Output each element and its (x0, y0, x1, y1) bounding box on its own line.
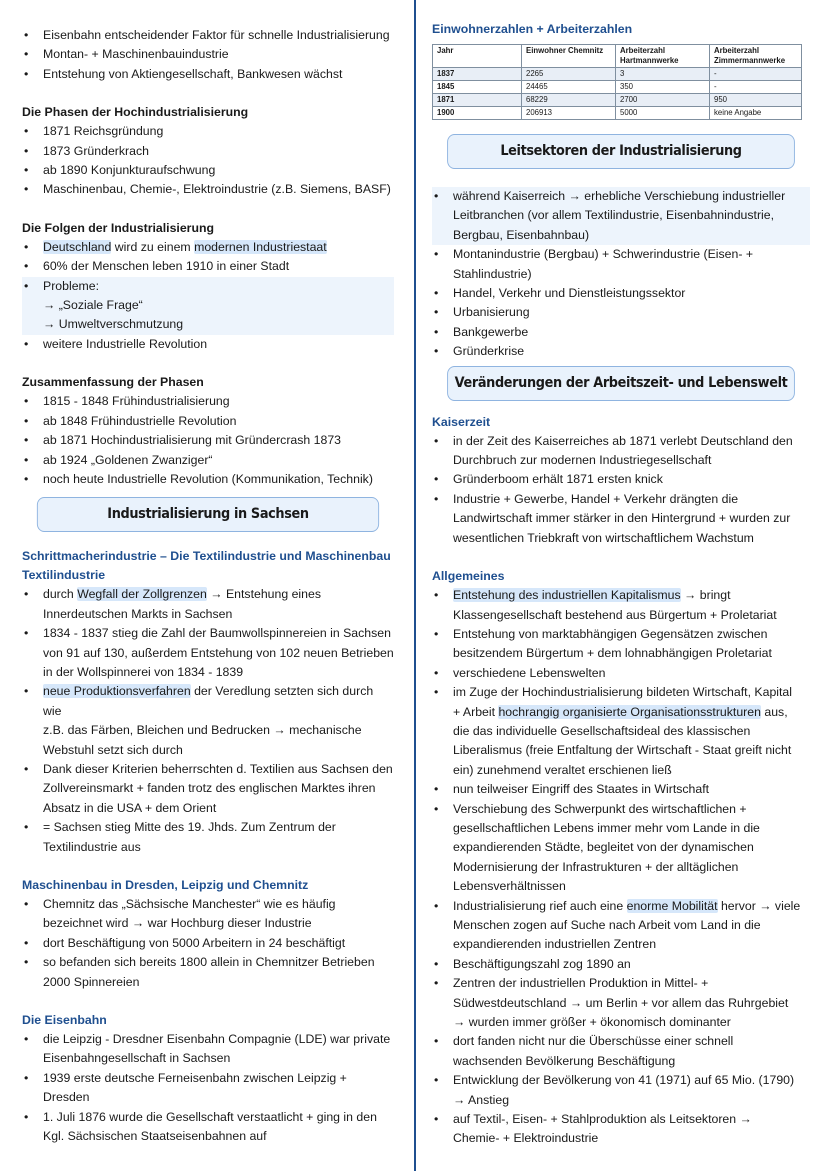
list-item (432, 1032, 810, 1071)
section-heading-textil: Textilindustrie (22, 568, 106, 583)
table-cell: 1845 (433, 81, 522, 94)
section-heading-kaiserzeit: Kaiserzeit (432, 414, 491, 429)
text-line: → Anstieg (453, 1092, 510, 1107)
text-line: bezeichnet wird → war Hochburg dieser Industrie (43, 916, 312, 931)
table-cell: 950 (710, 94, 802, 107)
table-cell: - (710, 68, 802, 81)
list-item: • Bankgewerbe (432, 323, 810, 342)
list-item (22, 277, 394, 335)
table-title: Einwohnerzahlen + Arbeiterzahlen (432, 22, 633, 36)
text-span: wird zu einem (111, 239, 195, 254)
text-line: gesellschaftlichen Lebens immer mehr vom Lande in die (453, 820, 760, 835)
highlight: Wegfall der Zollgrenzen (77, 587, 207, 602)
text-line: → „Soziale Frage“ (43, 298, 143, 313)
list-item (22, 682, 394, 760)
text-line: • Montanindustrie (Bergbau) + Schwerindustrie (Eisen- + (453, 247, 754, 262)
table-cell: 2265 (522, 68, 616, 81)
list-item: • weitere Industrielle Revolution (22, 335, 394, 354)
table-cell: keine Angabe (710, 107, 802, 120)
highlight: Deutschland (43, 239, 112, 254)
list-item (432, 974, 810, 1032)
section-heading-eisenbahn: Die Eisenbahn (22, 1013, 107, 1028)
section-box-veraenderungen: Veränderungen der Arbeitszeit- und Lebenswelt (447, 366, 795, 401)
list-item: • dort Beschäftigung von 5000 Arbeitern in 24 beschäftigt (22, 934, 394, 953)
list-item: • 1871 Reichsgründung (22, 122, 394, 141)
text-line: Leitbranchen (vor allem Textilindustrie, Eisenbahnindustrie, (453, 208, 775, 223)
list-item (432, 1110, 810, 1149)
text-line: Lebensverhältnissen (453, 879, 566, 894)
list-item (22, 818, 394, 857)
zusammenfassung-list (22, 392, 394, 489)
text-line: • so befanden sich bereits 1800 allein in Chemnitzer Betrieben (43, 955, 375, 970)
list-item (22, 585, 394, 624)
text-line: wachsenden Bevölkerung Beschäftigung (453, 1053, 676, 1068)
list-item: • Maschinenbau, Chemie-, Elektroindustrie (z.B. Siemens, BASF) (22, 180, 394, 199)
text-line: → wurden immer größer + ökonomisch dominanter (453, 1015, 731, 1030)
text-line: Durchbruch zur modernen Industriegesellschaft (453, 453, 712, 468)
list-item: • Entstehung von Aktiengesellschaft, Bankwesen wächst (22, 65, 394, 84)
maschinenbau-list (22, 895, 394, 992)
section-heading-zusammenfassung: Zusammenfassung der Phasen (22, 375, 204, 390)
right-column (432, 0, 810, 1149)
intro-list (22, 26, 394, 84)
section-box-leitsektoren: Leitsektoren der Industrialisierung (447, 134, 795, 169)
table-header: Jahr (433, 45, 522, 68)
list-item: • nun teilweiser Eingriff des Staates in Wirtschaft (432, 780, 810, 799)
table-header-row (433, 45, 802, 68)
list-item (22, 1069, 394, 1108)
list-item: • Handel, Verkehr und Dienstleistungssektor (432, 284, 810, 303)
list-item: • ab 1871 Hochindustrialisierung mit Gründercrash 1873 (22, 431, 394, 450)
text-span: → bringt (680, 588, 731, 603)
list-item (22, 895, 394, 934)
table-cell: 2700 (616, 94, 710, 107)
text-line: Bergbau, Eisenbahnbau) (453, 227, 590, 242)
text-line: von 91 auf 130, außerdem Entstehung von 102 neuen Betrieben (43, 645, 394, 660)
text-line: • Entwicklung der Bevölkerung von 41 (1971) auf 65 Mio. (1790) (453, 1073, 795, 1088)
highlight: modernen Industriestaat (194, 239, 327, 254)
list-item (432, 245, 810, 284)
kaiserzeit-list (432, 432, 810, 548)
list-item (22, 1030, 394, 1069)
text-line: z.B. das Färben, Bleichen und Bedrucken → mechanische (43, 723, 362, 738)
text-line: • Probleme: (43, 278, 100, 293)
list-item (432, 1071, 810, 1110)
text-span: durch (43, 587, 78, 602)
text-line: • in der Zeit des Kaiserreiches ab 1871 verlebt Deutschland den (453, 433, 793, 448)
list-item: • ab 1848 Frühindustrielle Revolution (22, 412, 394, 431)
list-item: • 1815 - 1848 Frühindustrialisierung (22, 392, 394, 411)
table-cell: 350 (616, 81, 710, 94)
list-item: • ab 1924 „Goldenen Zwanziger“ (22, 451, 394, 470)
text-line: • Industrie + Gewerbe, Handel + Verkehr drängten die (453, 491, 739, 506)
section-heading-maschinenbau: Maschinenbau in Dresden, Leipzig und Chemnitz (22, 878, 309, 892)
text-line: • Dank dieser Kriterien beherrschten d. Textilien aus Sachsen den (43, 761, 393, 776)
list-item: • 1873 Gründerkrach (22, 142, 394, 161)
list-item: • Gründerboom erhält 1871 ersten knick (432, 470, 810, 489)
table-cell: 68229 (522, 94, 616, 107)
section-heading-folgen: Die Folgen der Industrialisierung (22, 220, 214, 235)
list-item (22, 953, 394, 992)
text-span: + Arbeit (453, 704, 499, 719)
text-line: • 1834 - 1837 stieg die Zahl der Baumwollspinnereien in Sachsen (43, 626, 391, 641)
eisenbahn-list (22, 1030, 394, 1146)
list-item: • Gründerkrise (432, 342, 810, 361)
table-cell: 24465 (522, 81, 616, 94)
text-span: Industrialisierung rief auch eine (453, 898, 627, 913)
table-row (433, 81, 802, 94)
text-line: • 1939 erste deutsche Ferneisenbahn zwischen Leipzig + (43, 1070, 347, 1085)
text-line: • Entstehung von marktabhängigen Gegensätzen zwischen (453, 626, 768, 641)
list-item (22, 238, 394, 257)
text-line: • die Leipzig - Dresdner Eisenbahn Compagnie (LDE) war private (43, 1032, 391, 1047)
phasen-list (22, 122, 394, 200)
list-item: • Eisenbahn entscheidender Faktor für schnelle Industrialisierung (22, 26, 394, 45)
text-line: Webstuhl setzt sich durch (43, 742, 183, 757)
text-line: Klassengesellschaft bestehend aus Bürgertum + Proletariat (453, 607, 777, 622)
list-item (432, 432, 810, 471)
table-header: Arbeiterzahl Zimmermannwerke (710, 45, 802, 68)
text-line: die das individuelle Gesellschaftsideal des klassischen (453, 723, 751, 738)
text-line: • Chemnitz das „Sächsische Manchester“ wie es häufig (43, 897, 336, 911)
left-column (22, 0, 394, 1146)
text-line: Innerdeutschen Markts in Sachsen (43, 606, 233, 621)
highlight: neue Produktionsverfahren (43, 684, 191, 699)
table-cell: 1900 (433, 107, 522, 120)
list-item: • noch heute Industrielle Revolution (Kommunikation, Technik) (22, 470, 394, 489)
highlight: Entstehung des industriellen Kapitalismus (453, 588, 681, 603)
allgemeines-list (432, 586, 810, 1149)
list-item: • Urbanisierung (432, 303, 810, 322)
text-line: • = Sachsen stieg Mitte des 19. Jhds. Zum Zentrum der (43, 820, 336, 835)
text-span: aus, (760, 704, 788, 719)
text-line: Chemie- + Elektroindustrie (453, 1131, 599, 1146)
list-item (432, 187, 810, 245)
list-item (432, 800, 810, 897)
text-line: Stahlindustrie) (453, 266, 532, 281)
text-line: wesentlichen Triebkraft von wirtschaftlichem Wachstum (453, 530, 754, 545)
text-span: der Veredlung setzten sich durch wie (43, 684, 374, 718)
list-item: • ab 1890 Konjunkturaufschwung (22, 161, 394, 180)
text-line: Menschen zogen auf Suche nach Arbeit vom Land in die (453, 918, 761, 932)
textil-list (22, 585, 394, 857)
text-line: Liberalismus (freie Entfaltung der Wirtschaft - Staat greift nicht (453, 743, 792, 758)
list-item (432, 586, 810, 625)
list-item (22, 1108, 394, 1147)
text-line: Landwirtschaft immer stärker in den Hintergrund + wurden zur (453, 511, 791, 526)
text-line: expandierenden industriellen Zentren (453, 937, 657, 952)
text-line: • im Zuge der Hochindustrialisierung bildeten Wirtschaft, Kapital (453, 685, 793, 700)
table-cell: 206913 (522, 107, 616, 120)
text-line: • Verschiebung des Schwerpunkt des wirtschaftlichen + (453, 801, 747, 816)
text-line: • auf Textil-, Eisen- + Stahlproduktion als Leitsektoren → (453, 1112, 752, 1127)
text-line: besitzendem Bürgertum + dem lohnabhängigen Proletariat (453, 646, 772, 661)
table-cell: 1837 (433, 68, 522, 81)
table-row (433, 94, 802, 107)
list-item (432, 683, 810, 780)
text-line: → Umweltverschmutzung (43, 317, 184, 332)
section-heading-schrittmacher: Schrittmacherindustrie – Die Textilindustrie und Maschinenbau (22, 549, 391, 564)
list-item (22, 624, 394, 682)
list-item (432, 625, 810, 664)
list-item (432, 490, 810, 548)
section-heading-phasen: Die Phasen der Hochindustrialisierung (22, 105, 249, 120)
text-line: Kgl. Sächsischen Staatseisenbahnen auf (43, 1129, 267, 1144)
text-line: • dort fanden nicht nur die Überschüsse einer schnell (453, 1034, 734, 1049)
list-item: • Beschäftigungszahl zog 1890 an (432, 955, 810, 974)
table-row (433, 68, 802, 81)
section-heading-allgemeines: Allgemeines (432, 569, 505, 584)
table-cell: 3 (616, 68, 710, 81)
list-item: • verschiedene Lebenswelten (432, 664, 810, 683)
leitsektoren-list (432, 187, 810, 362)
table-header: Arbeiterzahl Hartmannwerke (616, 45, 710, 68)
text-line: Absatz in die USA + dem Orient (43, 800, 217, 815)
text-line: in der Wollspinnerei von 1834 - 1839 (43, 664, 244, 679)
text-line: ein) zunehmend veraltet erschienen ließ (453, 762, 672, 777)
text-line: Textilindustrie aus (43, 839, 141, 854)
list-item (432, 897, 810, 955)
text-line: Südwestdeutschland → um Berlin + vor allem das Ruhrgebiet (453, 995, 789, 1010)
text-line: • 1. Juli 1876 wurde die Gesellschaft verstaatlicht + ging in den (43, 1109, 377, 1124)
list-item: • Montan- + Maschinenbauindustrie (22, 45, 394, 64)
text-line: Modernisierung der Infrastrukturen + der alltäglichen (453, 859, 739, 874)
text-line: • während Kaiserreich → erhebliche Verschiebung industrieller (453, 189, 786, 203)
table-row (433, 107, 802, 120)
text-line: • Zentren der industriellen Produktion in Mittel- + (453, 976, 709, 991)
text-span: → Entstehung eines (206, 587, 321, 602)
text-span: hervor → viele (717, 898, 801, 913)
highlight: hochrangig organisierte Organisationsstrukturen (498, 704, 761, 719)
highlight: enorme Mobilität (626, 898, 718, 913)
table-cell: 1871 (433, 94, 522, 107)
folgen-list (22, 238, 394, 354)
list-item (22, 760, 394, 818)
table-cell: - (710, 81, 802, 94)
column-divider (414, 0, 416, 1171)
list-item: • 60% der Menschen leben 1910 in einer Stadt (22, 257, 394, 276)
table-cell: 5000 (616, 107, 710, 120)
table-header: Einwohner Chemnitz (522, 45, 616, 68)
text-line: expandierenden Städte, begleitet von der dynamischen (453, 840, 754, 855)
text-line: Eisenbahngesellschaft in Sachsen (43, 1051, 231, 1066)
population-table (432, 44, 802, 120)
text-line: Zollvereinsmarkt + fanden trotz des englischen Marktes ihren (43, 781, 376, 796)
text-line: Dresden (43, 1090, 90, 1105)
section-box-sachsen: Industrialisierung in Sachsen (37, 497, 379, 532)
text-line: 2000 Spinnereien (43, 974, 140, 989)
